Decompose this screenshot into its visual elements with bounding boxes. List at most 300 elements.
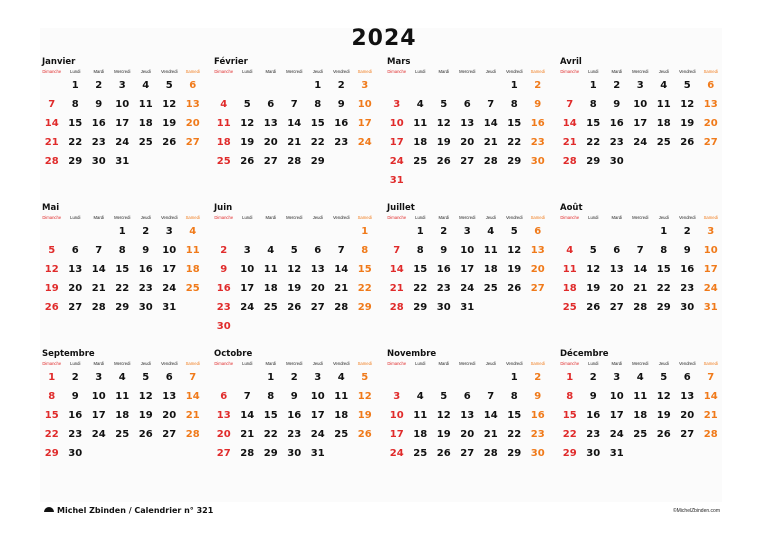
day-cell[interactable]: 24: [357, 137, 372, 148]
day-cell[interactable]: 15: [263, 410, 278, 421]
day-cell[interactable]: 7: [487, 391, 495, 402]
day-cell[interactable]: 27: [530, 283, 545, 294]
day-cell[interactable]: 4: [118, 372, 126, 383]
day-cell[interactable]: 7: [487, 99, 495, 110]
day-cell[interactable]: 23: [680, 283, 695, 294]
day-cell[interactable]: 21: [633, 283, 648, 294]
day-cell[interactable]: 6: [165, 372, 173, 383]
day-cell[interactable]: 12: [436, 410, 451, 421]
day-cell[interactable]: 7: [95, 245, 103, 256]
day-cell[interactable]: 28: [334, 302, 349, 313]
day-cell[interactable]: 18: [633, 410, 648, 421]
day-cell[interactable]: 5: [165, 80, 173, 91]
day-cell[interactable]: 8: [118, 245, 126, 256]
day-cell[interactable]: 2: [71, 372, 79, 383]
day-cell[interactable]: 27: [310, 302, 325, 313]
day-cell[interactable]: 19: [507, 264, 522, 275]
day-cell[interactable]: 19: [287, 283, 302, 294]
day-cell[interactable]: 31: [389, 175, 404, 186]
day-cell[interactable]: 13: [68, 264, 83, 275]
day-cell[interactable]: 17: [162, 264, 177, 275]
day-cell[interactable]: 11: [216, 118, 231, 129]
day-cell[interactable]: 29: [263, 448, 278, 459]
day-cell[interactable]: 16: [91, 118, 106, 129]
day-cell[interactable]: 13: [263, 118, 278, 129]
day-cell[interactable]: 1: [510, 80, 518, 91]
day-cell[interactable]: 18: [115, 410, 130, 421]
day-cell[interactable]: 26: [680, 137, 695, 148]
day-cell[interactable]: 2: [534, 372, 542, 383]
day-cell[interactable]: 18: [413, 429, 428, 440]
day-cell[interactable]: 11: [138, 99, 153, 110]
day-cell[interactable]: 25: [216, 156, 231, 167]
day-cell[interactable]: 10: [389, 410, 404, 421]
day-cell[interactable]: 26: [44, 302, 59, 313]
day-cell[interactable]: 4: [337, 372, 345, 383]
day-cell[interactable]: 7: [337, 245, 345, 256]
day-cell[interactable]: 4: [189, 226, 197, 237]
day-cell[interactable]: 6: [314, 245, 322, 256]
day-cell[interactable]: 3: [463, 226, 471, 237]
day-cell[interactable]: 3: [393, 99, 401, 110]
day-cell[interactable]: 29: [310, 156, 325, 167]
day-cell[interactable]: 6: [683, 372, 691, 383]
day-cell[interactable]: 3: [636, 80, 644, 91]
day-cell[interactable]: 7: [636, 245, 644, 256]
day-cell[interactable]: 23: [586, 429, 601, 440]
day-cell[interactable]: 7: [48, 99, 56, 110]
day-cell[interactable]: 16: [436, 264, 451, 275]
day-cell[interactable]: 6: [71, 245, 79, 256]
day-cell[interactable]: 11: [656, 99, 671, 110]
day-cell[interactable]: 22: [507, 137, 522, 148]
day-cell[interactable]: 29: [656, 302, 671, 313]
day-cell[interactable]: 15: [413, 264, 428, 275]
day-cell[interactable]: 20: [216, 429, 231, 440]
day-cell[interactable]: 17: [240, 283, 255, 294]
day-cell[interactable]: 20: [609, 283, 624, 294]
day-cell[interactable]: 22: [44, 429, 59, 440]
day-cell[interactable]: 1: [71, 80, 79, 91]
day-cell[interactable]: 2: [683, 226, 691, 237]
day-cell[interactable]: 7: [189, 372, 197, 383]
day-cell[interactable]: 20: [310, 283, 325, 294]
day-cell[interactable]: 15: [44, 410, 59, 421]
day-cell[interactable]: 21: [703, 410, 718, 421]
day-cell[interactable]: 7: [243, 391, 251, 402]
day-cell[interactable]: 25: [656, 137, 671, 148]
day-cell[interactable]: 8: [361, 245, 369, 256]
day-cell[interactable]: 19: [656, 410, 671, 421]
day-cell[interactable]: 4: [267, 245, 275, 256]
day-cell[interactable]: 3: [118, 80, 126, 91]
day-cell[interactable]: 11: [334, 391, 349, 402]
day-cell[interactable]: 23: [530, 429, 545, 440]
day-cell[interactable]: 10: [633, 99, 648, 110]
day-cell[interactable]: 21: [483, 137, 498, 148]
day-cell[interactable]: 24: [389, 156, 404, 167]
day-cell[interactable]: 30: [530, 448, 545, 459]
day-cell[interactable]: 25: [633, 429, 648, 440]
day-cell[interactable]: 8: [510, 99, 518, 110]
day-cell[interactable]: 20: [185, 118, 200, 129]
day-cell[interactable]: 15: [507, 118, 522, 129]
day-cell[interactable]: 1: [416, 226, 424, 237]
day-cell[interactable]: 20: [460, 429, 475, 440]
day-cell[interactable]: 20: [68, 283, 83, 294]
day-cell[interactable]: 22: [562, 429, 577, 440]
day-cell[interactable]: 14: [483, 118, 498, 129]
day-cell[interactable]: 11: [483, 245, 498, 256]
day-cell[interactable]: 23: [91, 137, 106, 148]
day-cell[interactable]: 20: [263, 137, 278, 148]
day-cell[interactable]: 25: [334, 429, 349, 440]
day-cell[interactable]: 21: [44, 137, 59, 148]
day-cell[interactable]: 9: [290, 391, 298, 402]
day-cell[interactable]: 19: [680, 118, 695, 129]
day-cell[interactable]: 27: [680, 429, 695, 440]
day-cell[interactable]: 10: [609, 391, 624, 402]
day-cell[interactable]: 28: [483, 156, 498, 167]
day-cell[interactable]: 15: [68, 118, 83, 129]
day-cell[interactable]: 21: [240, 429, 255, 440]
day-cell[interactable]: 12: [138, 391, 153, 402]
day-cell[interactable]: 29: [586, 156, 601, 167]
day-cell[interactable]: 26: [138, 429, 153, 440]
day-cell[interactable]: 3: [95, 372, 103, 383]
day-cell[interactable]: 19: [436, 429, 451, 440]
day-cell[interactable]: 21: [287, 137, 302, 148]
day-cell[interactable]: 25: [483, 283, 498, 294]
day-cell[interactable]: 6: [267, 99, 275, 110]
day-cell[interactable]: 19: [44, 283, 59, 294]
day-cell[interactable]: 14: [185, 391, 200, 402]
day-cell[interactable]: 18: [334, 410, 349, 421]
day-cell[interactable]: 24: [703, 283, 718, 294]
day-cell[interactable]: 11: [413, 118, 428, 129]
day-cell[interactable]: 1: [660, 226, 668, 237]
day-cell[interactable]: 31: [310, 448, 325, 459]
day-cell[interactable]: 16: [609, 118, 624, 129]
day-cell[interactable]: 5: [589, 245, 597, 256]
day-cell[interactable]: 9: [440, 245, 448, 256]
day-cell[interactable]: 6: [613, 245, 621, 256]
day-cell[interactable]: 26: [357, 429, 372, 440]
day-cell[interactable]: 24: [460, 283, 475, 294]
day-cell[interactable]: 24: [609, 429, 624, 440]
day-cell[interactable]: 16: [334, 118, 349, 129]
day-cell[interactable]: 20: [530, 264, 545, 275]
day-cell[interactable]: 29: [562, 448, 577, 459]
day-cell[interactable]: 12: [357, 391, 372, 402]
day-cell[interactable]: 19: [357, 410, 372, 421]
day-cell[interactable]: 27: [460, 448, 475, 459]
day-cell[interactable]: 23: [68, 429, 83, 440]
day-cell[interactable]: 14: [703, 391, 718, 402]
day-cell[interactable]: 22: [357, 283, 372, 294]
day-cell[interactable]: 17: [91, 410, 106, 421]
day-cell[interactable]: 30: [530, 156, 545, 167]
day-cell[interactable]: 25: [263, 302, 278, 313]
day-cell[interactable]: 8: [589, 99, 597, 110]
day-cell[interactable]: 10: [115, 99, 130, 110]
day-cell[interactable]: 19: [162, 118, 177, 129]
day-cell[interactable]: 4: [566, 245, 574, 256]
day-cell[interactable]: 12: [240, 118, 255, 129]
day-cell[interactable]: 27: [216, 448, 231, 459]
day-cell[interactable]: 16: [680, 264, 695, 275]
day-cell[interactable]: 23: [436, 283, 451, 294]
day-cell[interactable]: 25: [413, 448, 428, 459]
day-cell[interactable]: 28: [287, 156, 302, 167]
day-cell[interactable]: 27: [263, 156, 278, 167]
day-cell[interactable]: 6: [220, 391, 228, 402]
day-cell[interactable]: 20: [162, 410, 177, 421]
day-cell[interactable]: 7: [566, 99, 574, 110]
day-cell[interactable]: 30: [138, 302, 153, 313]
day-cell[interactable]: 2: [337, 80, 345, 91]
day-cell[interactable]: 17: [310, 410, 325, 421]
day-cell[interactable]: 3: [165, 226, 173, 237]
day-cell[interactable]: 21: [185, 410, 200, 421]
day-cell[interactable]: 6: [463, 99, 471, 110]
day-cell[interactable]: 10: [703, 245, 718, 256]
day-cell[interactable]: 10: [91, 391, 106, 402]
day-cell[interactable]: 4: [487, 226, 495, 237]
day-cell[interactable]: 4: [416, 391, 424, 402]
day-cell[interactable]: 3: [361, 80, 369, 91]
day-cell[interactable]: 2: [290, 372, 298, 383]
day-cell[interactable]: 31: [703, 302, 718, 313]
day-cell[interactable]: 18: [656, 118, 671, 129]
day-cell[interactable]: 8: [71, 99, 79, 110]
day-cell[interactable]: 8: [416, 245, 424, 256]
day-cell[interactable]: 13: [609, 264, 624, 275]
day-cell[interactable]: 24: [633, 137, 648, 148]
day-cell[interactable]: 6: [463, 391, 471, 402]
day-cell[interactable]: 9: [95, 99, 103, 110]
day-cell[interactable]: 12: [44, 264, 59, 275]
day-cell[interactable]: 8: [267, 391, 275, 402]
day-cell[interactable]: 28: [240, 448, 255, 459]
day-cell[interactable]: 28: [389, 302, 404, 313]
day-cell[interactable]: 29: [413, 302, 428, 313]
day-cell[interactable]: 27: [162, 429, 177, 440]
day-cell[interactable]: 2: [534, 80, 542, 91]
day-cell[interactable]: 6: [189, 80, 197, 91]
day-cell[interactable]: 10: [460, 245, 475, 256]
day-cell[interactable]: 25: [562, 302, 577, 313]
day-cell[interactable]: 4: [220, 99, 228, 110]
day-cell[interactable]: 13: [460, 118, 475, 129]
day-cell[interactable]: 26: [240, 156, 255, 167]
day-cell[interactable]: 5: [660, 372, 668, 383]
day-cell[interactable]: 11: [413, 410, 428, 421]
day-cell[interactable]: 14: [91, 264, 106, 275]
day-cell[interactable]: 21: [389, 283, 404, 294]
day-cell[interactable]: 18: [413, 137, 428, 148]
day-cell[interactable]: 9: [142, 245, 150, 256]
day-cell[interactable]: 18: [216, 137, 231, 148]
day-cell[interactable]: 28: [91, 302, 106, 313]
day-cell[interactable]: 22: [656, 283, 671, 294]
day-cell[interactable]: 23: [609, 137, 624, 148]
day-cell[interactable]: 12: [680, 99, 695, 110]
day-cell[interactable]: 4: [142, 80, 150, 91]
day-cell[interactable]: 3: [393, 391, 401, 402]
day-cell[interactable]: 24: [389, 448, 404, 459]
day-cell[interactable]: 30: [287, 448, 302, 459]
day-cell[interactable]: 5: [243, 99, 251, 110]
day-cell[interactable]: 5: [683, 80, 691, 91]
day-cell[interactable]: 5: [440, 99, 448, 110]
day-cell[interactable]: 13: [185, 99, 200, 110]
day-cell[interactable]: 17: [633, 118, 648, 129]
day-cell[interactable]: 31: [609, 448, 624, 459]
day-cell[interactable]: 16: [586, 410, 601, 421]
day-cell[interactable]: 19: [436, 137, 451, 148]
day-cell[interactable]: 23: [334, 137, 349, 148]
day-cell[interactable]: 30: [216, 321, 231, 332]
day-cell[interactable]: 2: [613, 80, 621, 91]
day-cell[interactable]: 13: [162, 391, 177, 402]
day-cell[interactable]: 20: [703, 118, 718, 129]
day-cell[interactable]: 27: [68, 302, 83, 313]
day-cell[interactable]: 13: [460, 410, 475, 421]
day-cell[interactable]: 31: [460, 302, 475, 313]
day-cell[interactable]: 14: [240, 410, 255, 421]
day-cell[interactable]: 13: [310, 264, 325, 275]
day-cell[interactable]: 5: [290, 245, 298, 256]
day-cell[interactable]: 30: [436, 302, 451, 313]
day-cell[interactable]: 15: [656, 264, 671, 275]
day-cell[interactable]: 30: [609, 156, 624, 167]
day-cell[interactable]: 2: [589, 372, 597, 383]
day-cell[interactable]: 14: [389, 264, 404, 275]
day-cell[interactable]: 9: [589, 391, 597, 402]
day-cell[interactable]: 8: [48, 391, 56, 402]
day-cell[interactable]: 25: [185, 283, 200, 294]
day-cell[interactable]: 24: [310, 429, 325, 440]
day-cell[interactable]: 19: [138, 410, 153, 421]
day-cell[interactable]: 14: [562, 118, 577, 129]
day-cell[interactable]: 26: [436, 448, 451, 459]
day-cell[interactable]: 30: [680, 302, 695, 313]
day-cell[interactable]: 24: [162, 283, 177, 294]
day-cell[interactable]: 5: [361, 372, 369, 383]
day-cell[interactable]: 22: [310, 137, 325, 148]
day-cell[interactable]: 1: [566, 372, 574, 383]
day-cell[interactable]: 13: [703, 99, 718, 110]
day-cell[interactable]: 25: [115, 429, 130, 440]
day-cell[interactable]: 28: [185, 429, 200, 440]
day-cell[interactable]: 1: [48, 372, 56, 383]
day-cell[interactable]: 28: [703, 429, 718, 440]
day-cell[interactable]: 17: [703, 264, 718, 275]
day-cell[interactable]: 10: [389, 118, 404, 129]
day-cell[interactable]: 18: [483, 264, 498, 275]
day-cell[interactable]: 4: [636, 372, 644, 383]
day-cell[interactable]: 9: [534, 99, 542, 110]
day-cell[interactable]: 29: [507, 448, 522, 459]
day-cell[interactable]: 18: [138, 118, 153, 129]
day-cell[interactable]: 15: [115, 264, 130, 275]
day-cell[interactable]: 22: [263, 429, 278, 440]
day-cell[interactable]: 19: [240, 137, 255, 148]
day-cell[interactable]: 12: [287, 264, 302, 275]
day-cell[interactable]: 27: [460, 156, 475, 167]
day-cell[interactable]: 10: [240, 264, 255, 275]
day-cell[interactable]: 21: [91, 283, 106, 294]
day-cell[interactable]: 24: [115, 137, 130, 148]
day-cell[interactable]: 26: [507, 283, 522, 294]
day-cell[interactable]: 17: [357, 118, 372, 129]
day-cell[interactable]: 11: [562, 264, 577, 275]
day-cell[interactable]: 8: [660, 245, 668, 256]
day-cell[interactable]: 29: [115, 302, 130, 313]
day-cell[interactable]: 15: [562, 410, 577, 421]
day-cell[interactable]: 30: [91, 156, 106, 167]
day-cell[interactable]: 2: [440, 226, 448, 237]
day-cell[interactable]: 28: [562, 156, 577, 167]
day-cell[interactable]: 5: [142, 372, 150, 383]
day-cell[interactable]: 17: [115, 118, 130, 129]
day-cell[interactable]: 26: [287, 302, 302, 313]
day-cell[interactable]: 20: [680, 410, 695, 421]
day-cell[interactable]: 16: [68, 410, 83, 421]
day-cell[interactable]: 25: [138, 137, 153, 148]
day-cell[interactable]: 9: [683, 245, 691, 256]
day-cell[interactable]: 15: [586, 118, 601, 129]
day-cell[interactable]: 12: [507, 245, 522, 256]
day-cell[interactable]: 17: [389, 429, 404, 440]
day-cell[interactable]: 31: [115, 156, 130, 167]
day-cell[interactable]: 13: [216, 410, 231, 421]
day-cell[interactable]: 26: [586, 302, 601, 313]
day-cell[interactable]: 30: [586, 448, 601, 459]
day-cell[interactable]: 10: [162, 245, 177, 256]
day-cell[interactable]: 1: [361, 226, 369, 237]
day-cell[interactable]: 18: [185, 264, 200, 275]
day-cell[interactable]: 21: [562, 137, 577, 148]
day-cell[interactable]: 22: [413, 283, 428, 294]
day-cell[interactable]: 13: [680, 391, 695, 402]
day-cell[interactable]: 21: [334, 283, 349, 294]
day-cell[interactable]: 19: [586, 283, 601, 294]
day-cell[interactable]: 2: [142, 226, 150, 237]
day-cell[interactable]: 22: [115, 283, 130, 294]
day-cell[interactable]: 7: [393, 245, 401, 256]
day-cell[interactable]: 14: [483, 410, 498, 421]
day-cell[interactable]: 16: [216, 283, 231, 294]
day-cell[interactable]: 7: [707, 372, 715, 383]
day-cell[interactable]: 9: [337, 99, 345, 110]
day-cell[interactable]: 10: [310, 391, 325, 402]
day-cell[interactable]: 20: [460, 137, 475, 148]
day-cell[interactable]: 3: [243, 245, 251, 256]
day-cell[interactable]: 1: [118, 226, 126, 237]
day-cell[interactable]: 26: [436, 156, 451, 167]
day-cell[interactable]: 27: [703, 137, 718, 148]
day-cell[interactable]: 28: [633, 302, 648, 313]
day-cell[interactable]: 5: [510, 226, 518, 237]
day-cell[interactable]: 11: [633, 391, 648, 402]
day-cell[interactable]: 3: [613, 372, 621, 383]
day-cell[interactable]: 2: [95, 80, 103, 91]
day-cell[interactable]: 5: [48, 245, 56, 256]
day-cell[interactable]: 9: [534, 391, 542, 402]
day-cell[interactable]: 13: [530, 245, 545, 256]
